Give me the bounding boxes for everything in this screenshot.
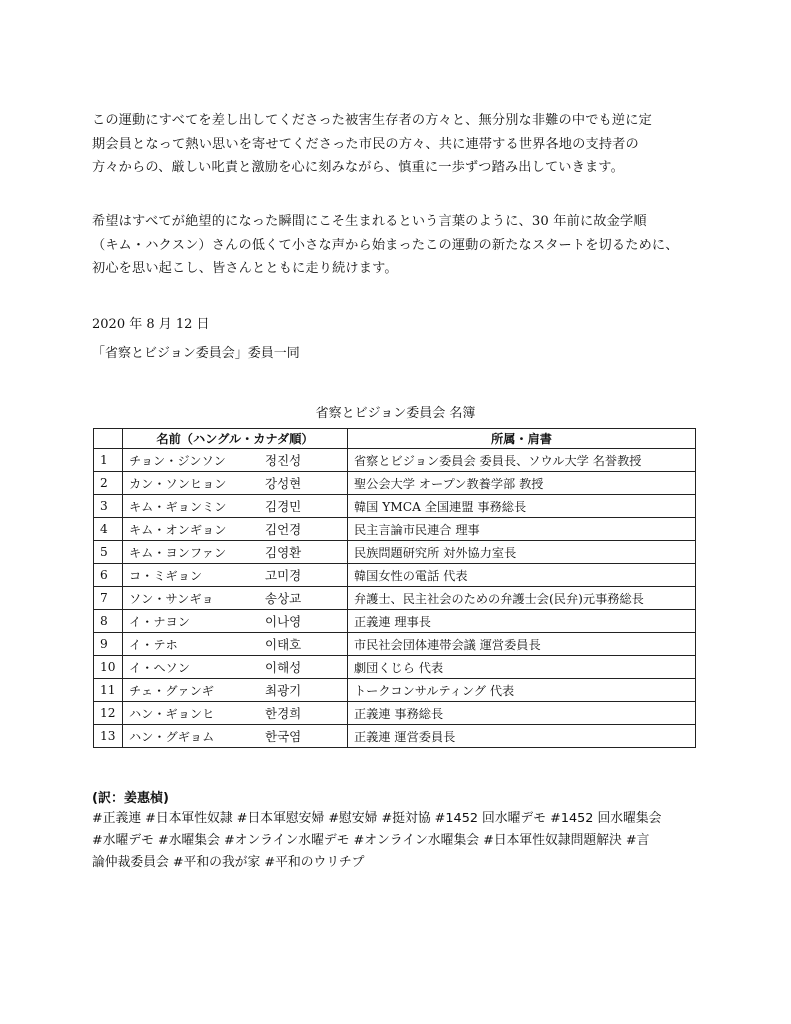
table-row xyxy=(94,679,696,702)
member-name xyxy=(123,495,348,518)
row-number: 10 xyxy=(94,656,123,679)
member-affiliation: 民主言論市民連合 理事 xyxy=(348,518,696,541)
row-number: 1 xyxy=(94,449,123,472)
member-name xyxy=(123,633,348,656)
row-number: 2 xyxy=(94,472,123,495)
table-row xyxy=(94,564,696,587)
table-row xyxy=(94,702,696,725)
row-number: 6 xyxy=(94,564,123,587)
row-number: 11 xyxy=(94,679,123,702)
member-name xyxy=(123,541,348,564)
name-kana: イ・ナヨン xyxy=(129,615,190,629)
text-line: （キム・ハクスン）さんの低くて小さな声から始まったこの運動の新たなスタートを切るために、 xyxy=(92,237,679,253)
header-affiliation: 所属・肩書 xyxy=(348,429,696,449)
table-row xyxy=(94,656,696,679)
member-name xyxy=(123,449,348,472)
committee-member-table xyxy=(93,428,696,748)
table-row xyxy=(94,610,696,633)
row-number: 7 xyxy=(94,587,123,610)
paragraph-hope xyxy=(92,210,712,281)
name-hangul: 한국염 xyxy=(265,729,302,744)
name-hangul: 고미경 xyxy=(265,568,302,583)
table-caption: 省察とビジョン委員会 名簿 xyxy=(315,406,476,421)
member-affiliation: 市民社会団体連帯会議 運営委員長 xyxy=(348,633,696,656)
text-line: 期会員となって熱い思いを寄せてくださった市民の方々、共に連帯する世界各地の支持者の xyxy=(92,136,639,152)
row-number: 4 xyxy=(94,518,123,541)
row-number: 8 xyxy=(94,610,123,633)
name-hangul: 김언경 xyxy=(265,522,302,537)
text-line: 希望はすべてが絶望的になった瞬間にこそ生まれるという言葉のように、30 年前に故金学順 xyxy=(92,214,647,229)
name-kana: チェ・グァンギ xyxy=(129,684,214,698)
row-number: 13 xyxy=(94,725,123,748)
name-hangul: 정진성 xyxy=(265,453,302,468)
name-kana: チョン・ジンソン xyxy=(129,454,226,468)
member-name xyxy=(123,679,348,702)
hashtag-line: #水曜デモ #水曜集会 #オンライン水曜デモ #オンライン水曜集会 #日本軍性奴隷問題解決 #言 xyxy=(92,833,650,848)
signature-line: 「省察とビジョン委員会」委員一同 xyxy=(92,346,300,361)
member-name xyxy=(123,702,348,725)
text-line: この運動にすべてを差し出してくださった被害生存者の方々と、無分別な非難の中でも逆に定 xyxy=(92,113,652,128)
table-row xyxy=(94,495,696,518)
name-hangul: 김경민 xyxy=(265,499,302,514)
paragraph-commitment xyxy=(92,109,712,180)
table-row xyxy=(94,472,696,495)
member-affiliation: 正義連 事務総長 xyxy=(348,702,696,725)
member-affiliation: 民族問題研究所 対外協力室長 xyxy=(348,541,696,564)
table-row xyxy=(94,633,696,656)
name-kana: キム・ヨンファン xyxy=(129,546,227,560)
name-kana: ソン・サンギョ xyxy=(129,592,214,606)
name-kana: キム・オンギョン xyxy=(129,523,227,537)
name-hangul: 이나영 xyxy=(265,614,302,629)
table-row xyxy=(94,725,696,748)
row-number: 5 xyxy=(94,541,123,564)
name-kana: ハン・グギョム xyxy=(129,730,215,744)
member-name xyxy=(123,518,348,541)
member-affiliation: 正義連 運営委員長 xyxy=(348,725,696,748)
name-kana: コ・ミギョン xyxy=(129,569,203,583)
row-number: 12 xyxy=(94,702,123,725)
hashtag-block xyxy=(92,808,712,874)
name-kana: イ・ヘソン xyxy=(129,661,190,675)
header-number xyxy=(94,429,123,449)
table-row xyxy=(94,518,696,541)
row-number: 9 xyxy=(94,633,123,656)
table-row xyxy=(94,587,696,610)
member-affiliation: 劇団くじら 代表 xyxy=(348,656,696,679)
document-date: 2020 年 8 月 12 日 xyxy=(92,317,210,332)
hashtag-line: 論仲裁委員会 #平和の我が家 #平和のウリチプ xyxy=(92,855,365,870)
member-affiliation: 韓国 YMCA 全国連盟 事務総長 xyxy=(348,495,696,518)
table-header-row xyxy=(94,429,696,449)
member-name xyxy=(123,656,348,679)
member-affiliation: 正義連 理事長 xyxy=(348,610,696,633)
table-row xyxy=(94,449,696,472)
name-hangul: 이해성 xyxy=(265,660,302,675)
name-kana: イ・テホ xyxy=(129,638,178,652)
name-kana: キム・ギョンミン xyxy=(129,500,227,514)
name-kana: ハン・ギョンヒ xyxy=(129,707,215,721)
member-name xyxy=(123,587,348,610)
name-hangul: 김영환 xyxy=(265,545,302,560)
member-affiliation: 省察とビジョン委員会 委員長、ソウル大学 名誉教授 xyxy=(348,449,696,472)
name-hangul: 송상교 xyxy=(265,591,302,606)
name-hangul: 강성현 xyxy=(265,476,302,491)
member-name xyxy=(123,564,348,587)
member-name xyxy=(123,472,348,495)
member-rows xyxy=(94,449,696,748)
hashtag-line: #正義連 #日本軍性奴隷 #日本軍慰安婦 #慰安婦 #挺対協 #1452 回水曜デモ #1452 回水曜集会 xyxy=(92,811,662,826)
member-affiliation: 聖公会大学 オープン教養学部 教授 xyxy=(348,472,696,495)
text-line: 初心を思い起こし、皆さんとともに走り続けます。 xyxy=(92,261,398,276)
member-name xyxy=(123,725,348,748)
table-row xyxy=(94,541,696,564)
row-number: 3 xyxy=(94,495,123,518)
member-affiliation: 韓国女性の電話 代表 xyxy=(348,564,696,587)
member-affiliation: 弁護士、民主社会のための弁護士会(民弁)元事務総長 xyxy=(348,587,696,610)
name-hangul: 한경희 xyxy=(265,706,302,721)
text-line: 方々からの、厳しい叱責と激励を心に刻みながら、慎重に一歩ずつ踏み出していきます。 xyxy=(92,160,624,175)
name-hangul: 최광기 xyxy=(265,683,302,698)
translator-credit: (訳：姜惠楨) xyxy=(92,791,169,806)
header-name: 名前（ハングル・カナダ順） xyxy=(123,429,348,449)
name-hangul: 이태호 xyxy=(265,637,302,652)
name-kana: カン・ソンヒョン xyxy=(129,477,227,491)
member-name xyxy=(123,610,348,633)
member-affiliation: トークコンサルティング 代表 xyxy=(348,679,696,702)
